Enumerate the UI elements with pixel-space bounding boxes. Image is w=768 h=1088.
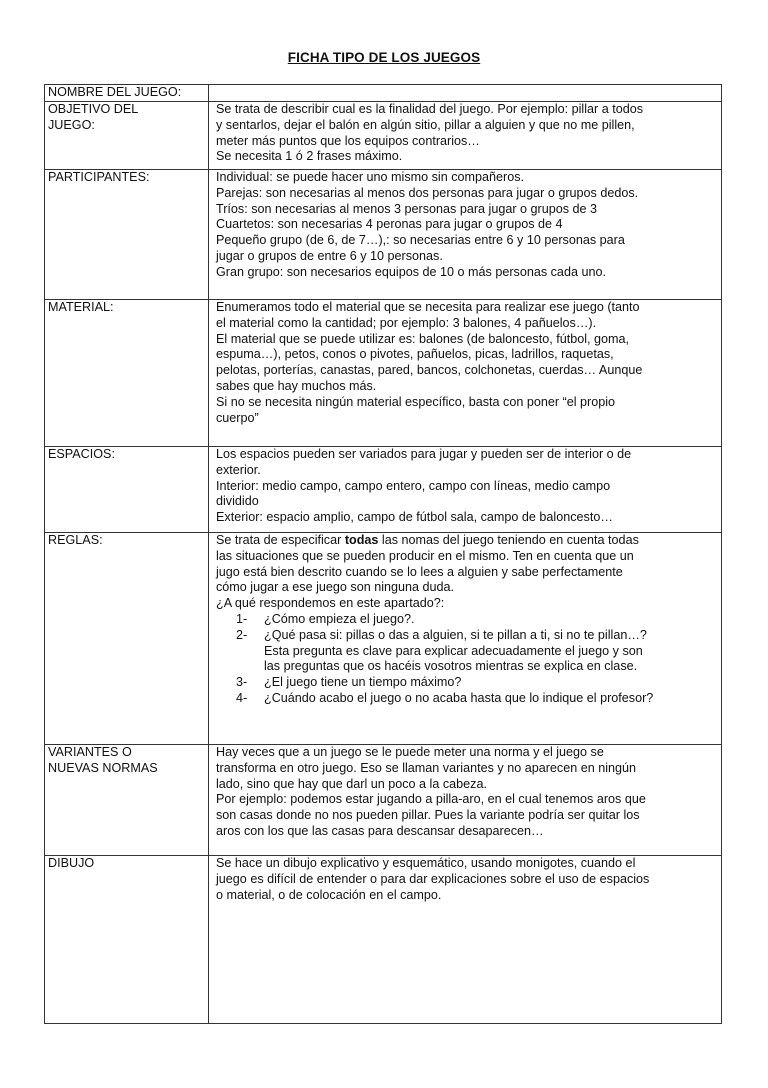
list-item: 2- ¿Qué pasa si: pillas o das a alguien, si te pillan a ti, si no te pillan…? Esta pregunta es clave para explicar adecuadamente el juego y son las preguntas que os hacéis vosotros mientras se explica en clase. xyxy=(236,627,647,674)
row-participantes xyxy=(45,170,722,300)
row-objetivo xyxy=(45,102,722,170)
value-objetivo: Se trata de describir cual es la finalidad del juego. Por ejemplo: pillar a todos y sentarlos, dejar el balón en algún sitio, pillar a alguien y que no me pillen, meter más puntos que los equipos contrarios… Se necesita 1 ó 2 frases máximo. xyxy=(209,102,722,170)
label-espacios: ESPACIOS: xyxy=(45,447,209,533)
value-reglas: Se trata de especificar todas las nomas del juego teniendo en cuenta todas las situaciones que se pueden producir en el mismo. Ten en cuenta que un jugo está bien descrito cuando se lo lees a alguien y sabe perfectamente cómo jugar a ese juego son ninguna duda. ¿A qué respondemos en este apartado?: 1- ¿Cómo empieza el juego?. 2- ¿Qué pasa si: pillas o das a alguien, si te pillan a ti, si no te pillan…? Esta pregunta es clave para explicar adecuadamente el juego y son las preguntas que os hacéis vosotros mientras se explica en clase. 3- ¿El juego tiene un tiempo máximo? 4- ¿Cuándo acabo el juego o no acaba hasta que lo indique el profesor? xyxy=(209,533,722,745)
emphasis-todas: todas xyxy=(344,533,379,547)
value-material: Enumeramos todo el material que se necesita para realizar ese juego (tanto el material como la cantidad; por ejemplo: 3 balones, 4 pañuelos…). El material que se puede utilizar es: balones (de baloncesto, fútbol, goma, espuma…), petos, conos o pivotes, pañuelos, picas, ladrillos, raquetas, pelotas, porterías, canastas, pared, bancos, colchonetas, cuerdas… Aunque sabes que hay muchos más. Si no se necesita ningún material específico, basta con poner “el propio cuerpo” xyxy=(209,300,722,447)
row-material xyxy=(45,300,722,447)
row-reglas xyxy=(45,533,722,745)
list-item: 1- ¿Cómo empieza el juego?. xyxy=(236,611,415,626)
label-reglas: REGLAS: xyxy=(45,533,209,745)
label-nombre: NOMBRE DEL JUEGO: xyxy=(45,85,209,102)
label-participantes: PARTICIPANTES: xyxy=(45,170,209,300)
label-dibujo: DIBUJO xyxy=(45,856,209,1024)
document-title: FICHA TIPO DE LOS JUEGOS xyxy=(287,50,481,65)
game-sheet-table xyxy=(44,84,722,1024)
value-variantes: Hay veces que a un juego se le puede meter una norma y el juego se transforma en otro juego. Eso se llaman variantes y no aparecen en ningún lado, sino que hay que darl un poco a la cabeza. Por ejemplo: podemos estar jugando a pilla-aro, en el cual tenemos aros que son casas donde no nos pueden pillar. Pues la variante podría ser quitar los aros con los que las casas para descansar desaparecen… xyxy=(209,745,722,856)
value-dibujo: Se hace un dibujo explicativo y esquemático, usando monigotes, cuando el juego es difícil de entender o para dar explicaciones sobre el uso de espacios o material, o de colocación en el campo. xyxy=(209,856,722,1024)
list-item: 3- ¿El juego tiene un tiempo máximo? xyxy=(236,675,462,690)
row-dibujo xyxy=(45,856,722,1024)
row-espacios xyxy=(45,447,722,533)
value-espacios: Los espacios pueden ser variados para jugar y pueden ser de interior o de exterior. Interior: medio campo, campo entero, campo con líneas, medio campo dividido Exterior: espacio amplio, campo de fútbol sala, campo de baloncesto… xyxy=(209,447,722,533)
list-item: 4- ¿Cuándo acabo el juego o no acaba hasta que lo indique el profesor? xyxy=(236,690,654,705)
label-material: MATERIAL: xyxy=(45,300,209,447)
label-variantes: VARIANTES O NUEVAS NORMAS xyxy=(45,745,209,856)
row-nombre xyxy=(45,85,722,102)
label-objetivo: OBJETIVO DEL JUEGO: xyxy=(45,102,209,170)
value-nombre xyxy=(209,85,722,102)
reglas-intro: Se trata de especificar todas las nomas del juego teniendo en cuenta todas xyxy=(216,533,639,547)
value-participantes: Individual: se puede hacer uno mismo sin compañeros. Parejas: son necesarias al menos dos personas para jugar o grupos dedos. Tríos: son necesarias al menos 3 personas para jugar o grupos de 3 Cuartetos: son necesarias 4 peronas para jugar o grupos de 4 Pequeño grupo (de 6, de 7…),: so necesarias entre 6 y 10 personas para jugar o grupos de entre 6 y 10 personas. Gran grupo: son necesarios equipos de 10 o más personas cada uno. xyxy=(209,170,722,300)
row-variantes xyxy=(45,745,722,856)
questions-list xyxy=(216,612,717,707)
